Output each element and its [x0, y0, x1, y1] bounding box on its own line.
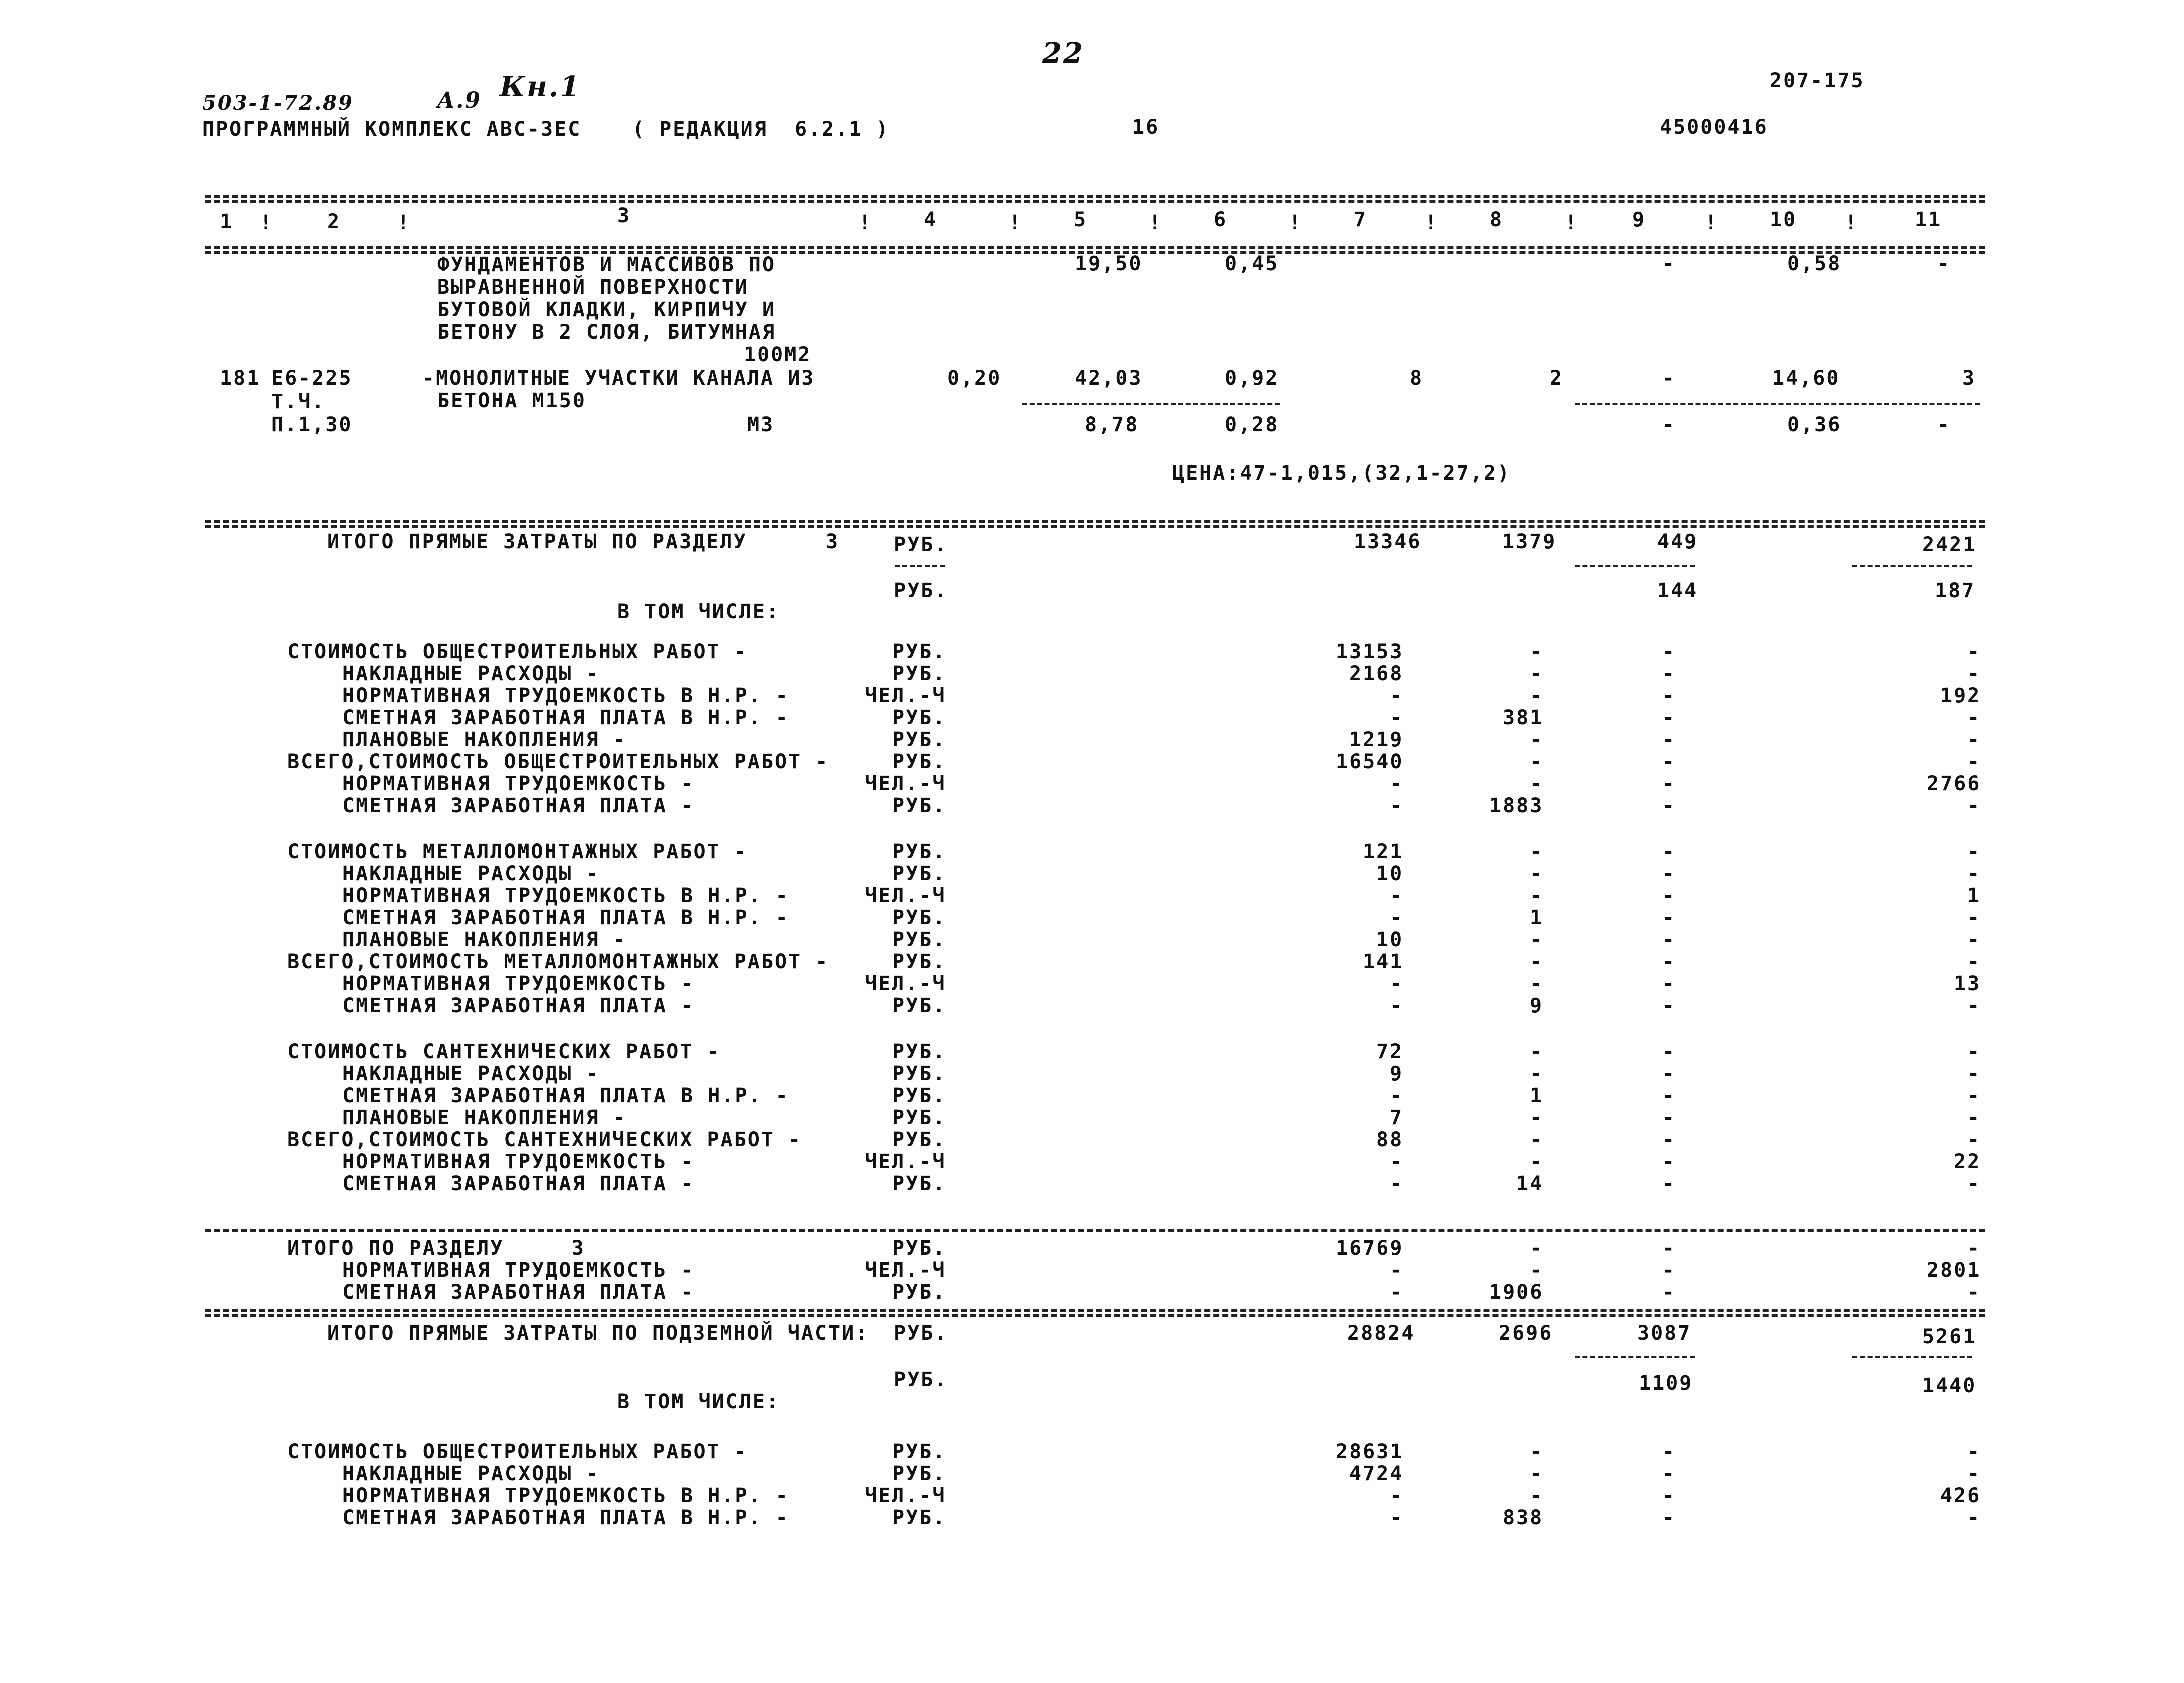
row-label: НАКЛАДНЫЕ РАСХОДЫ - — [342, 1462, 600, 1486]
row-label: ВСЕГО,СТОИМОСТЬ МЕТАЛЛОМОНТАЖНЫХ РАБОТ - — [287, 950, 829, 974]
prev-c10: 0,58 — [1787, 252, 1842, 276]
row-c8: - — [1530, 972, 1544, 996]
row-label: ПЛАНОВЫЕ НАКОПЛЕНИЯ - — [342, 728, 627, 752]
row-label: НАКЛАДНЫЕ РАСХОДЫ - — [342, 862, 600, 886]
row-c8: - — [1530, 1150, 1544, 1174]
row-c9: - — [1662, 1040, 1676, 1064]
row-c11: - — [1967, 928, 1981, 952]
row-label: СТОИМОСТЬ ОБЩЕСТРОИТЕЛЬНЫХ РАБОТ - — [287, 640, 748, 664]
col-sep: ! — [1009, 212, 1023, 234]
item-code: Е6-225 — [271, 367, 353, 390]
row-c8: - — [1530, 840, 1544, 864]
row-c9: - — [1662, 1150, 1676, 1174]
row-c9: - — [1662, 728, 1676, 752]
item-c11-b: - — [1937, 414, 1951, 436]
row-c7: - — [1390, 1084, 1404, 1108]
row-c7: 121 — [1363, 840, 1404, 864]
rule-totals-2 — [205, 525, 1985, 528]
col-head-9: 9 — [1632, 208, 1646, 232]
program-name: ПРОГРАММНЫЙ КОМПЛЕКС АВС-3ЕС — [202, 118, 582, 141]
row-c9: - — [1662, 994, 1676, 1018]
item-c10-b: 0,36 — [1787, 414, 1842, 436]
row-label: НОРМАТИВНАЯ ТРУДОЕМКОСТЬ В Н.Р. - — [342, 1484, 789, 1508]
row-label: СМЕТНАЯ ЗАРАБОТНАЯ ПЛАТА В Н.Р. - — [342, 1084, 789, 1108]
row-c9: - — [1662, 906, 1676, 930]
row-unit: ЧЕЛ.-Ч — [865, 1150, 946, 1174]
row-unit: ЧЕЛ.-Ч — [865, 1259, 946, 1282]
row-c9: - — [1662, 1084, 1676, 1108]
rule-top-2 — [205, 200, 1985, 203]
row-c7: 72 — [1376, 1040, 1404, 1064]
col-sep: ! — [260, 212, 274, 234]
row-c7: 1219 — [1349, 728, 1404, 752]
item-c8: 2 — [1550, 367, 1564, 390]
row-c8: - — [1530, 1128, 1544, 1152]
row-c11: 1 — [1967, 884, 1981, 908]
row-unit: РУБ. — [892, 1281, 947, 1304]
row-c8: - — [1530, 640, 1544, 664]
row-unit: РУБ. — [892, 728, 947, 752]
item-c5: 42,03 — [1075, 367, 1143, 390]
item-c6-b: 0,28 — [1225, 414, 1279, 436]
row-label: ВСЕГО,СТОИМОСТЬ САНТЕХНИЧЕСКИХ РАБОТ - — [287, 1128, 802, 1152]
row-c11: - — [1967, 840, 1981, 864]
row-c7: - — [1390, 906, 1404, 930]
totals-c11: 2421 — [1922, 534, 1977, 556]
underground-c9-b: 1109 — [1639, 1372, 1693, 1395]
row-label: ПЛАНОВЫЕ НАКОПЛЕНИЯ - — [342, 928, 627, 952]
row-c7: - — [1390, 684, 1404, 708]
row-c11: 13 — [1954, 972, 1981, 996]
underground-c11: 5261 — [1922, 1326, 1977, 1348]
row-c7: - — [1390, 1259, 1404, 1282]
row-c8: - — [1530, 862, 1544, 886]
row-c8: - — [1530, 750, 1544, 774]
row-label: СМЕТНАЯ ЗАРАБОТНАЯ ПЛАТА - — [342, 1172, 695, 1196]
item-c9: - — [1662, 367, 1676, 390]
row-c8: - — [1530, 950, 1544, 974]
row-c8: 14 — [1516, 1172, 1544, 1196]
col-head-10: 10 — [1770, 208, 1797, 232]
row-unit: РУБ. — [892, 1062, 947, 1086]
row-unit: РУБ. — [892, 1506, 947, 1530]
row-label: ПЛАНОВЫЕ НАКОПЛЕНИЯ - — [342, 1106, 627, 1130]
row-c11: - — [1967, 1062, 1981, 1086]
row-c7: 4724 — [1349, 1462, 1404, 1486]
album-mark: A.9 — [437, 88, 482, 114]
row-c8: 9 — [1530, 994, 1544, 1018]
item-c10: 14,60 — [1772, 367, 1840, 390]
row-label: СМЕТНАЯ ЗАРАБОТНАЯ ПЛАТА В Н.Р. - — [342, 706, 789, 730]
row-c11: - — [1967, 706, 1981, 730]
row-c9: - — [1662, 794, 1676, 818]
row-c7: 88 — [1376, 1128, 1404, 1152]
row-c11: - — [1967, 1106, 1981, 1130]
row-c9: - — [1662, 1062, 1676, 1086]
row-c7: 7 — [1390, 1106, 1404, 1130]
col-sep: ! — [397, 212, 411, 234]
row-label: ИТОГО ПО РАЗДЕЛУ 3 — [287, 1237, 585, 1260]
row-unit: РУБ. — [892, 994, 947, 1018]
row-c11: - — [1967, 1506, 1981, 1530]
col-sep: ! — [1289, 212, 1303, 234]
row-c11: - — [1967, 1084, 1981, 1108]
row-label: НОРМАТИВНАЯ ТРУДОЕМКОСТЬ В Н.Р. - — [342, 884, 789, 908]
col-sep: ! — [859, 212, 873, 234]
row-label: СМЕТНАЯ ЗАРАБОТНАЯ ПЛАТА В Н.Р. - — [342, 906, 789, 930]
row-label: НОРМАТИВНАЯ ТРУДОЕМКОСТЬ - — [342, 1259, 695, 1282]
row-c11: - — [1967, 728, 1981, 752]
rule-top — [205, 195, 1985, 198]
row-c8: 1 — [1530, 906, 1544, 930]
row-unit: РУБ. — [892, 1128, 947, 1152]
row-c11: - — [1967, 1440, 1981, 1464]
row-unit: РУБ. — [892, 794, 947, 818]
col-sep: ! — [1425, 212, 1439, 234]
row-c9: - — [1662, 706, 1676, 730]
book-mark: Кн.1 — [500, 70, 581, 104]
row-c9: - — [1662, 950, 1676, 974]
row-c8: - — [1530, 1106, 1544, 1130]
row-label: НОРМАТИВНАЯ ТРУДОЕМКОСТЬ В Н.Р. - — [342, 684, 789, 708]
row-c9: - — [1662, 1106, 1676, 1130]
row-c7: 10 — [1376, 928, 1404, 952]
row-label: СТОИМОСТЬ ОБЩЕСТРОИТЕЛЬНЫХ РАБОТ - — [287, 1440, 748, 1464]
row-c7: 9 — [1390, 1062, 1404, 1086]
item-c9-b: - — [1662, 414, 1676, 436]
row-unit: РУБ. — [892, 750, 947, 774]
row-c8: - — [1530, 884, 1544, 908]
row-c9: - — [1662, 972, 1676, 996]
col-sep: ! — [1705, 212, 1719, 234]
row-c11: - — [1967, 1172, 1981, 1196]
row-c7: - — [1390, 1172, 1404, 1196]
prev-desc-line: БЕТОНУ В 2 СЛОЯ, БИТУМНАЯ — [437, 321, 776, 344]
row-c7: - — [1390, 706, 1404, 730]
row-c9: - — [1662, 1484, 1676, 1508]
row-unit: ЧЕЛ.-Ч — [865, 684, 946, 708]
row-c7: - — [1390, 972, 1404, 996]
totals-unit-2: РУБ. — [894, 580, 948, 602]
row-c8: 1906 — [1489, 1281, 1544, 1304]
row-c7: 28631 — [1336, 1440, 1404, 1464]
rule-underground-2 — [205, 1314, 1985, 1317]
underground-unit: РУБ. — [894, 1322, 948, 1345]
row-c9: - — [1662, 1259, 1676, 1282]
row-c11: - — [1967, 640, 1981, 664]
row-label: НОРМАТИВНАЯ ТРУДОЕМКОСТЬ - — [342, 1150, 695, 1174]
prev-c11: - — [1937, 252, 1951, 276]
prev-desc-line: ФУНДАМЕНТОВ И МАССИВОВ ПО — [437, 254, 776, 276]
row-unit: РУБ. — [892, 1084, 947, 1108]
underground-label: ИТОГО ПРЯМЫЕ ЗАТРАТЫ ПО ПОДЗЕМНОЙ ЧАСТИ: — [327, 1322, 869, 1345]
row-label: СТОИМОСТЬ МЕТАЛЛОМОНТАЖНЫХ РАБОТ - — [287, 840, 748, 864]
row-label: СМЕТНАЯ ЗАРАБОТНАЯ ПЛАТА - — [342, 1281, 695, 1304]
row-c9: - — [1662, 884, 1676, 908]
col-sep: ! — [1149, 212, 1163, 234]
item-c7: 8 — [1410, 367, 1424, 390]
totals-c9-b: 144 — [1657, 580, 1698, 602]
code-id: 45000416 — [1660, 116, 1768, 139]
totals-c9: 449 — [1657, 530, 1698, 554]
row-c7: - — [1390, 1150, 1404, 1174]
row-c9: - — [1662, 840, 1676, 864]
sheet-code: 207-175 — [1770, 70, 1865, 92]
underground-c11-b: 1440 — [1922, 1374, 1977, 1398]
row-c8: - — [1530, 928, 1544, 952]
item-desc-line: БЕТОНА М150 — [437, 390, 586, 412]
col-head-11: 11 — [1915, 208, 1942, 232]
row-c8: - — [1530, 684, 1544, 708]
row-c7: - — [1390, 772, 1404, 796]
row-label: СМЕТНАЯ ЗАРАБОТНАЯ ПЛАТА В Н.Р. - — [342, 1506, 789, 1530]
row-c7: - — [1390, 1281, 1404, 1304]
row-label: НОРМАТИВНАЯ ТРУДОЕМКОСТЬ - — [342, 972, 695, 996]
row-label: НАКЛАДНЫЕ РАСХОДЫ - — [342, 1062, 600, 1086]
item-c5-b: 8,78 — [1085, 414, 1139, 436]
row-unit: РУБ. — [892, 662, 947, 686]
row-c9: - — [1662, 772, 1676, 796]
col-head-1: 1 — [220, 210, 234, 234]
row-unit: РУБ. — [892, 1172, 947, 1196]
row-unit: РУБ. — [892, 928, 947, 952]
row-c7: 13153 — [1336, 640, 1404, 664]
row-c9: - — [1662, 1128, 1676, 1152]
row-c8: 381 — [1503, 706, 1544, 730]
row-c11: - — [1967, 906, 1981, 930]
row-c7: 16769 — [1336, 1237, 1404, 1260]
code-16: 16 — [1132, 116, 1160, 139]
row-c7: 2168 — [1349, 662, 1404, 686]
totals-rule — [1575, 565, 1695, 568]
rule-totals — [205, 520, 1985, 523]
row-c9: - — [1662, 1462, 1676, 1486]
row-c11: - — [1967, 794, 1981, 818]
row-label: НОРМАТИВНАЯ ТРУДОЕМКОСТЬ - — [342, 772, 695, 796]
row-c7: 10 — [1376, 862, 1404, 886]
col-head-2: 2 — [327, 210, 341, 234]
row-c9: - — [1662, 1506, 1676, 1530]
row-c11: - — [1967, 662, 1981, 686]
totals-c8: 1379 — [1502, 530, 1557, 554]
page-number: 22 — [1042, 37, 1084, 70]
totals-c7: 13346 — [1354, 530, 1422, 554]
row-c8: - — [1530, 772, 1544, 796]
underground-c8: 2696 — [1499, 1322, 1553, 1345]
item-code-2: Т.Ч. — [271, 390, 326, 414]
row-unit: РУБ. — [892, 840, 947, 864]
row-c8: - — [1530, 662, 1544, 686]
row-unit: РУБ. — [892, 950, 947, 974]
col-head-6: 6 — [1214, 208, 1228, 232]
row-unit: РУБ. — [892, 640, 947, 664]
prev-desc-line: БУТОВОЙ КЛАДКИ, КИРПИЧУ И — [437, 298, 776, 322]
item-desc-line: -МОНОЛИТНЫЕ УЧАСТКИ КАНАЛА ИЗ — [422, 367, 815, 390]
row-c11: - — [1967, 862, 1981, 886]
totals-label: ИТОГО ПРЯМЫЕ ЗАТРАТЫ ПО РАЗДЕЛУ — [327, 530, 747, 554]
row-label: НАКЛАДНЫЕ РАСХОДЫ - — [342, 662, 600, 686]
doc-code: 503-1-72.89 — [202, 92, 354, 115]
rule-underground — [205, 1309, 1985, 1312]
row-unit: ЧЕЛ.-Ч — [865, 884, 946, 908]
underground-rule — [1852, 1356, 1972, 1358]
row-c8: 838 — [1503, 1506, 1544, 1530]
item-code-3: П.1,30 — [271, 414, 353, 436]
row-c8: - — [1530, 1462, 1544, 1486]
prev-c5: 19,50 — [1075, 252, 1143, 276]
col-head-8: 8 — [1490, 208, 1504, 232]
item-c11: 3 — [1962, 367, 1976, 390]
row-c7: - — [1390, 1484, 1404, 1508]
row-c9: - — [1662, 640, 1676, 664]
totals-section: 3 — [826, 530, 840, 554]
totals-rule — [1852, 565, 1972, 568]
row-c7: 141 — [1363, 950, 1404, 974]
unit-rule — [895, 565, 945, 568]
item-rule — [1575, 403, 1980, 406]
underground-c7: 28824 — [1347, 1322, 1415, 1345]
rule-section-total — [205, 1229, 1985, 1232]
row-c9: - — [1662, 750, 1676, 774]
underground-rule — [1575, 1356, 1695, 1358]
row-c8: - — [1530, 1062, 1544, 1086]
row-c8: - — [1530, 1237, 1544, 1260]
price-line: ЦЕНА:47-1,015,(32,1-27,2) — [1172, 462, 1511, 485]
item-number: 181 — [220, 367, 261, 390]
col-head-3: 3 — [617, 204, 631, 228]
row-c11: - — [1967, 1040, 1981, 1064]
row-c11: - — [1967, 1462, 1981, 1486]
row-c8: - — [1530, 1259, 1544, 1282]
row-c9: - — [1662, 684, 1676, 708]
row-unit: РУБ. — [892, 1106, 947, 1130]
row-c7: - — [1390, 884, 1404, 908]
row-c9: - — [1662, 1172, 1676, 1196]
row-c9: - — [1662, 862, 1676, 886]
row-c8: - — [1530, 1440, 1544, 1464]
col-head-7: 7 — [1354, 208, 1368, 232]
underground-unit-2: РУБ. — [894, 1368, 948, 1392]
row-c11: - — [1967, 750, 1981, 774]
prev-c9: - — [1662, 252, 1676, 276]
edition: ( РЕДАКЦИЯ 6.2.1 ) — [632, 118, 890, 141]
row-unit: РУБ. — [892, 1040, 947, 1064]
row-c8: 1 — [1530, 1084, 1544, 1108]
item-c4: 0,20 — [947, 367, 1002, 390]
row-c11: - — [1967, 1281, 1981, 1304]
row-c9: - — [1662, 1281, 1676, 1304]
col-sep: ! — [1565, 212, 1579, 234]
row-c8: - — [1530, 1040, 1544, 1064]
row-c11: - — [1967, 994, 1981, 1018]
row-c9: - — [1662, 1440, 1676, 1464]
underground-c9: 3087 — [1637, 1322, 1692, 1345]
item-c6: 0,92 — [1225, 367, 1279, 390]
row-c11: 192 — [1940, 684, 1981, 708]
row-c11: - — [1967, 950, 1981, 974]
underground-in-that: В ТОМ ЧИСЛЕ: — [617, 1390, 780, 1414]
row-c8: 1883 — [1489, 794, 1544, 818]
prev-unit: 100М2 — [744, 344, 812, 366]
row-c11: 2801 — [1927, 1259, 1981, 1282]
row-c7: - — [1390, 794, 1404, 818]
prev-c6: 0,45 — [1225, 252, 1279, 276]
row-label: СТОИМОСТЬ САНТЕХНИЧЕСКИХ РАБОТ - — [287, 1040, 721, 1064]
row-label: ВСЕГО,СТОИМОСТЬ ОБЩЕСТРОИТЕЛЬНЫХ РАБОТ - — [287, 750, 829, 774]
item-unit: М3 — [747, 414, 775, 436]
item-rule — [1022, 403, 1280, 406]
row-c8: - — [1530, 1484, 1544, 1508]
row-unit: ЧЕЛ.-Ч — [865, 972, 946, 996]
totals-c11-b: 187 — [1935, 580, 1976, 602]
rule-under-header — [205, 246, 1985, 249]
row-label: СМЕТНАЯ ЗАРАБОТНАЯ ПЛАТА - — [342, 994, 695, 1018]
row-unit: РУБ. — [892, 906, 947, 930]
row-unit: РУБ. — [892, 706, 947, 730]
row-c11: 2766 — [1927, 772, 1981, 796]
row-unit: РУБ. — [892, 1440, 947, 1464]
row-c11: 22 — [1954, 1150, 1981, 1174]
row-c7: 16540 — [1336, 750, 1404, 774]
row-unit: РУБ. — [892, 1237, 947, 1260]
col-head-4: 4 — [924, 208, 938, 232]
row-c11: - — [1967, 1237, 1981, 1260]
prev-desc-line: ВЫРАВНЕННОЙ ПОВЕРХНОСТИ — [437, 276, 749, 299]
row-unit: РУБ. — [892, 1462, 947, 1486]
row-c9: - — [1662, 928, 1676, 952]
col-sep: ! — [1845, 212, 1859, 234]
totals-unit: РУБ. — [894, 534, 948, 556]
row-unit: ЧЕЛ.-Ч — [865, 1484, 946, 1508]
row-c7: - — [1390, 994, 1404, 1018]
row-c9: - — [1662, 1237, 1676, 1260]
row-c11: - — [1967, 1128, 1981, 1152]
row-c11: 426 — [1940, 1484, 1981, 1508]
col-head-5: 5 — [1074, 208, 1088, 232]
row-unit: ЧЕЛ.-Ч — [865, 772, 946, 796]
row-label: СМЕТНАЯ ЗАРАБОТНАЯ ПЛАТА - — [342, 794, 695, 818]
row-c9: - — [1662, 662, 1676, 686]
row-unit: РУБ. — [892, 862, 947, 886]
row-c7: - — [1390, 1506, 1404, 1530]
in-that-label: В ТОМ ЧИСЛЕ: — [617, 600, 780, 624]
row-c8: - — [1530, 728, 1544, 752]
